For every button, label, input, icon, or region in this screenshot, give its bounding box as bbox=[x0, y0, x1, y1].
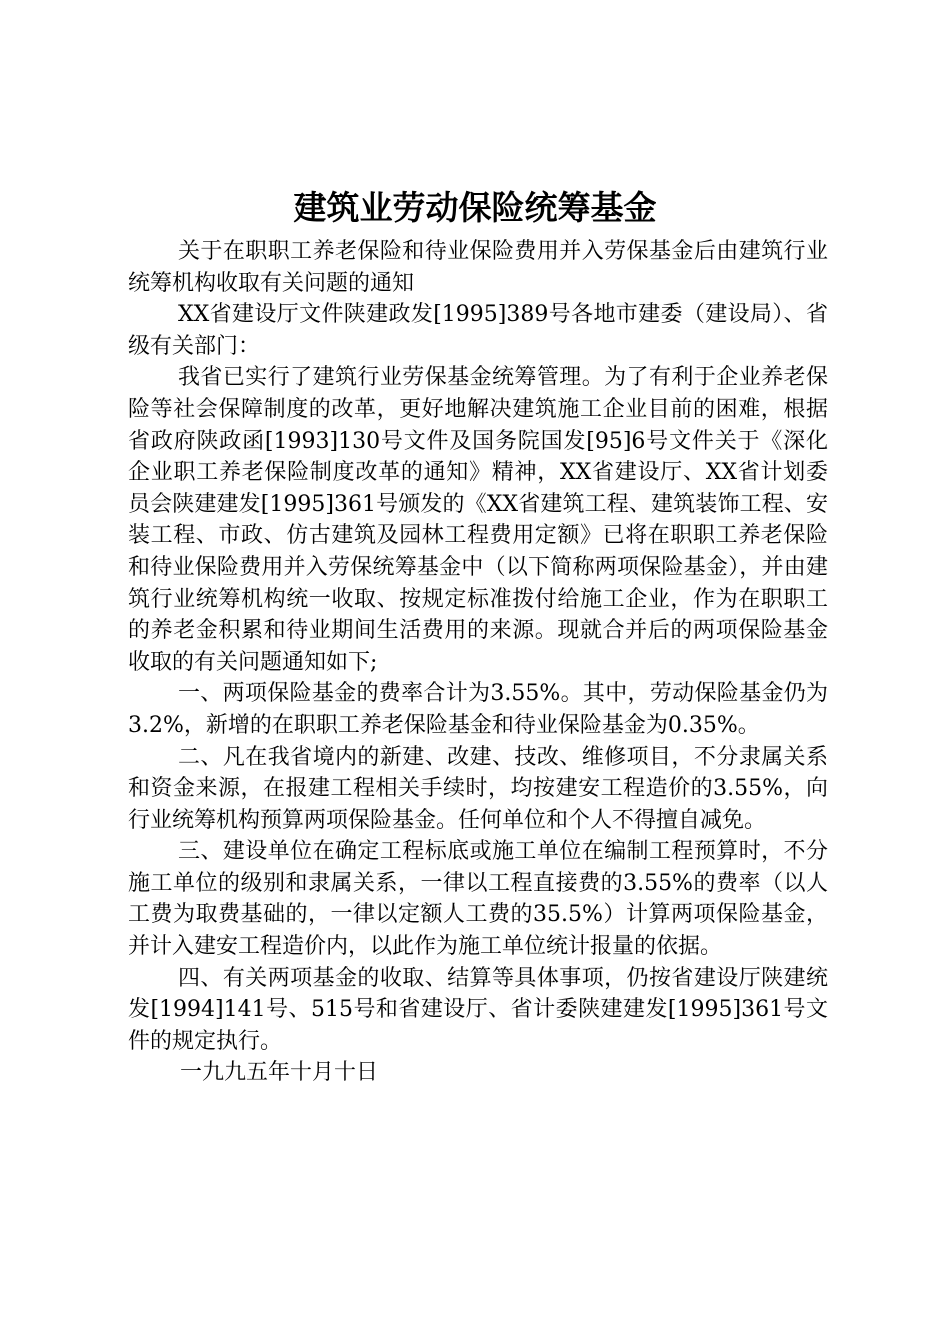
item-four-paragraph: 四、有关两项基金的收取、结算等具体事项，仍按省建设厅陕建统发[1994]141号、515号和省建设厅、省计委陕建建发[1995]361号文件的规定执行。 bbox=[128, 965, 828, 1054]
document-body bbox=[128, 236, 828, 1089]
item-one-paragraph: 一、两项保险基金的费率合计为3.55%。其中，劳动保险基金仍为3.2%，新增的在职职工养老保险基金和待业保险基金为0.35%。 bbox=[128, 681, 828, 738]
document-title: 建筑业劳动保险统筹基金 bbox=[293, 188, 657, 227]
document-reference: XX省建设厅文件陕建政发[1995]389号各地市建委（建设局）、省级有关部门： bbox=[128, 302, 828, 359]
notice-heading: 关于在职职工养老保险和待业保险费用并入劳保基金后由建筑行业统筹机构收取有关问题的通知 bbox=[128, 239, 828, 296]
item-two-paragraph: 二、凡在我省境内的新建、改建、技改、维修项目，不分隶属关系和资金来源，在报建工程相关手续时，均按建安工程造价的3.55%，向行业统筹机构预算两项保险基金。任何单位和个人不得擅自减免。 bbox=[128, 744, 828, 833]
item-three-paragraph: 三、建设单位在确定工程标底或施工单位在编制工程预算时，不分施工单位的级别和隶属关系，一律以工程直接费的3.55%的费率（以人工费为取费基础的，一律以定额人工费的35.5%）计算两项保险基金，并计入建安工程造价内，以此作为施工单位统计报量的依据。 bbox=[128, 839, 828, 960]
intro-paragraph: 我省已实行了建筑行业劳保基金统筹管理。为了有利于企业养老保险等社会保障制度的改革，更好地解决建筑施工企业目前的困难，根据省政府陕政函[1993]130号文件及国务院国发[95]6号文件关于《深化企业职工养老保险制度改革的通知》精神，XX省建设厅、XX省计划委员会陕建建发[1995]361号颁发的《XX省建筑工程、建筑装饰工程、安装工程、市政、仿古建筑及园林工程费用定额》已将在职职工养老保险和待业保险费用并入劳保统筹基金中（以下简称两项保险基金），并由建筑行业统筹机构统一收取、按规定标准拨付给施工企业，作为在职职工的养老金积累和待业期间生活费用的来源。现就合并后的两项保险基金收取的有关问题通知如下; bbox=[128, 365, 828, 675]
document-date: 一九九五年十月十日 bbox=[180, 1060, 379, 1086]
